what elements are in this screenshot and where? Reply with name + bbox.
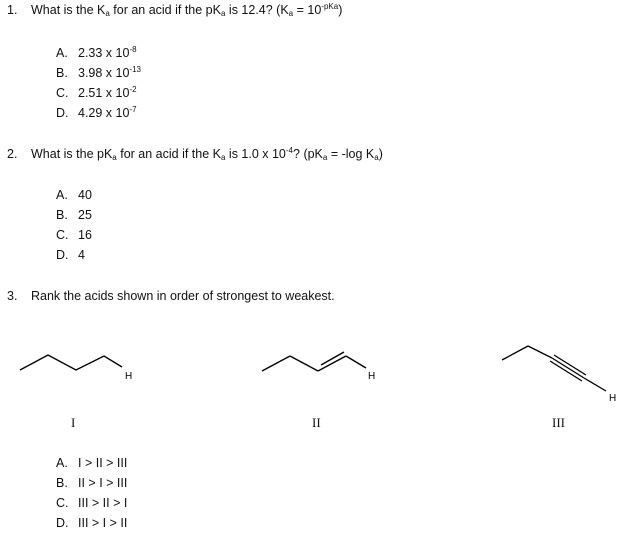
option-1c[interactable]: C. 2.51 x $10^{-2}$ <box>56 85 137 100</box>
option-3c[interactable]: C. III > II > I <box>56 496 128 510</box>
option-3b[interactable]: B. II > I > III <box>56 476 128 490</box>
option-2b[interactable]: B. 25 <box>56 208 92 222</box>
question-3-text: Rank the acids shown in order of strongest to weakest. <box>31 289 335 303</box>
structure-ii-h-label: H <box>368 371 376 382</box>
option-1d[interactable]: D. 4.29 x $10^{-7}$ <box>56 105 137 120</box>
question-2-text: What is the $pK_a$ for an acid if the $K_a$ is 1.0 x $10^{-4}$? ($pK_a = -\log$ $K_a$) <box>31 146 383 162</box>
structure-iii-butyne <box>502 346 606 391</box>
structure-iii-h-label: H <box>609 393 617 404</box>
option-2a[interactable]: A. 40 <box>56 188 92 202</box>
question-1-number: 1. <box>7 3 18 17</box>
question-1-text: What is the $K_a$ for an acid if the $pK_a$ is 12.4? $(K_a = 10^{-pKa})$ <box>31 2 343 18</box>
option-2c[interactable]: C. 16 <box>56 228 92 242</box>
question-3-number: 3. <box>7 289 18 303</box>
option-3d[interactable]: D. III > I > II <box>56 516 128 530</box>
structure-iii-label: III <box>552 415 565 430</box>
structure-ii-butene <box>262 352 366 371</box>
option-1b[interactable]: B. 3.98 x $10^{-13}$ <box>56 65 141 80</box>
structure-i-label: I <box>71 415 76 430</box>
option-3a[interactable]: A. I > II > III <box>56 456 128 470</box>
structure-ii-label: II <box>312 415 321 430</box>
question-3-options <box>56 453 127 533</box>
option-2d[interactable]: D. 4 <box>56 248 85 262</box>
structure-i-h-label: H <box>125 371 133 382</box>
question-2-number: 2. <box>7 147 18 161</box>
option-1a[interactable]: A. 2.33 x $10^{-8}$ <box>56 45 137 60</box>
structure-i-butane <box>20 355 122 370</box>
